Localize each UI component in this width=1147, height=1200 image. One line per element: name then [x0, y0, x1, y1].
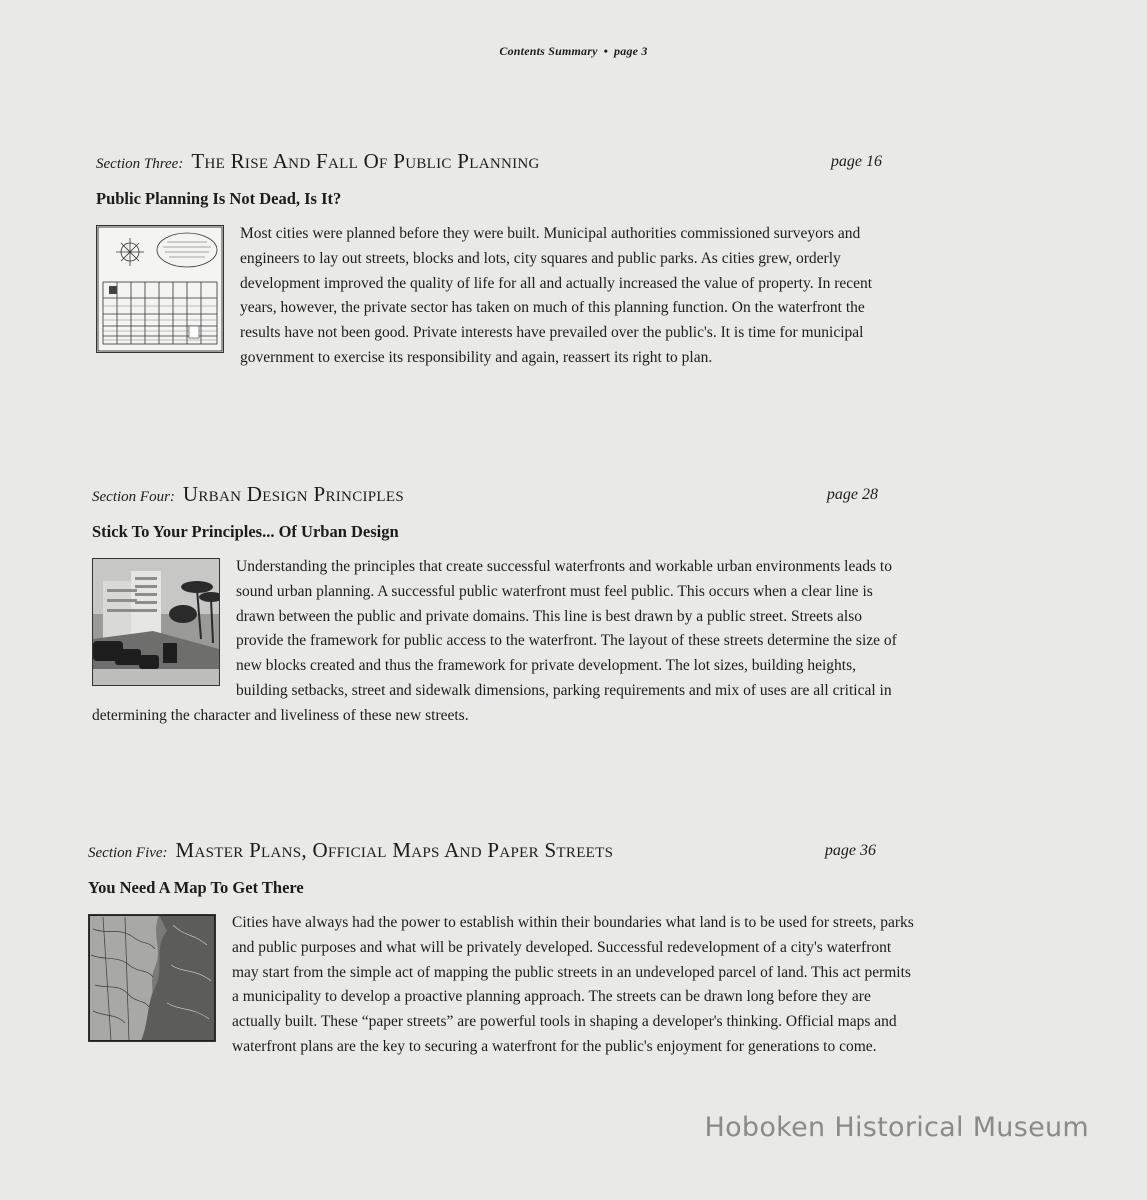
page-header: [0, 44, 1147, 59]
museum-watermark: Hoboken Historical Museum: [704, 1112, 1089, 1143]
section-subtitle: Public Planning Is Not Dead, Is It?: [96, 189, 342, 208]
section-page-number: page 36: [824, 842, 876, 859]
section-header: [96, 149, 902, 179]
section-label: Section Four:: [92, 489, 175, 505]
section-title: Urban Design Principles: [182, 482, 404, 506]
section-body-text: Understanding the principles that create successful waterfronts and workable urban environments leads to sound urban planning. A successful public waterfront must feel public. This occurs when a clear line is drawn between the public and private domains. This line is best drawn by a public street. Streets also provide the framework for public access to the waterfront. The layout of these streets determine the size of new blocks created and thus the framework for private development. The lot sizes, building heights, building setbacks, street and sidewalk dimensions, parking requirements and mix of uses are all critical in determining the character and liveliness of these new streets.: [92, 558, 897, 724]
section-four: [92, 482, 906, 729]
section-page-number: page 28: [826, 486, 878, 503]
section-label: Section Five:: [88, 845, 168, 861]
section-title: The Rise And Fall Of Public Planning: [191, 149, 540, 173]
header-separator: •: [603, 44, 609, 58]
section-body-text: Cities have always had the power to establish within their boundaries what land is to be used for streets, parks and public purposes and what will be privately developed. Successful redevelopment of a city's waterfront may start from the simple act of mapping the public streets in an undeveloped parcel of land. This act permits a municipality to develop a proactive planning approach. The streets can be drawn long before they are actually built. These “paper streets” are powerful tools in shaping a developer's thinking. Official maps and waterfront plans are the key to securing a waterfront for the public's enjoyment for generations to come.: [232, 914, 914, 1055]
street-photo-thumbnail: [92, 558, 220, 686]
section-body-text: Most cities were planned before they were built. Municipal authorities commissioned surveyors and engineers to lay out streets, blocks and lots, city squares and public parks. As cities grew, orderly development improved the quality of life for all and actually increased the value of property. In recent years, however, the private sector has taken on much of this planning function. On the waterfront the results have not been good. Private interests have prevailed over the public's. It is time for municipal government to exercise its responsibility and again, reassert its right to plan.: [240, 225, 873, 366]
city-map-thumbnail: [88, 914, 216, 1042]
header-page-number: page 3: [614, 44, 648, 58]
section-subtitle: You Need A Map To Get There: [88, 878, 304, 897]
plan-map-thumbnail: [96, 225, 224, 353]
section-body: [92, 555, 906, 729]
section-title: Master Plans, Official Maps And Paper Streets: [175, 838, 614, 862]
header-title: Contents Summary: [499, 44, 598, 58]
section-page-number: page 16: [830, 153, 882, 170]
section-three: [96, 149, 902, 371]
section-body: [88, 911, 914, 1060]
section-subtitle: Stick To Your Principles... Of Urban Design: [92, 522, 399, 541]
section-header: [88, 838, 914, 868]
section-five: [88, 838, 914, 1060]
section-label: Section Three:: [96, 156, 184, 172]
section-header: [92, 482, 906, 512]
section-body: [96, 222, 902, 371]
